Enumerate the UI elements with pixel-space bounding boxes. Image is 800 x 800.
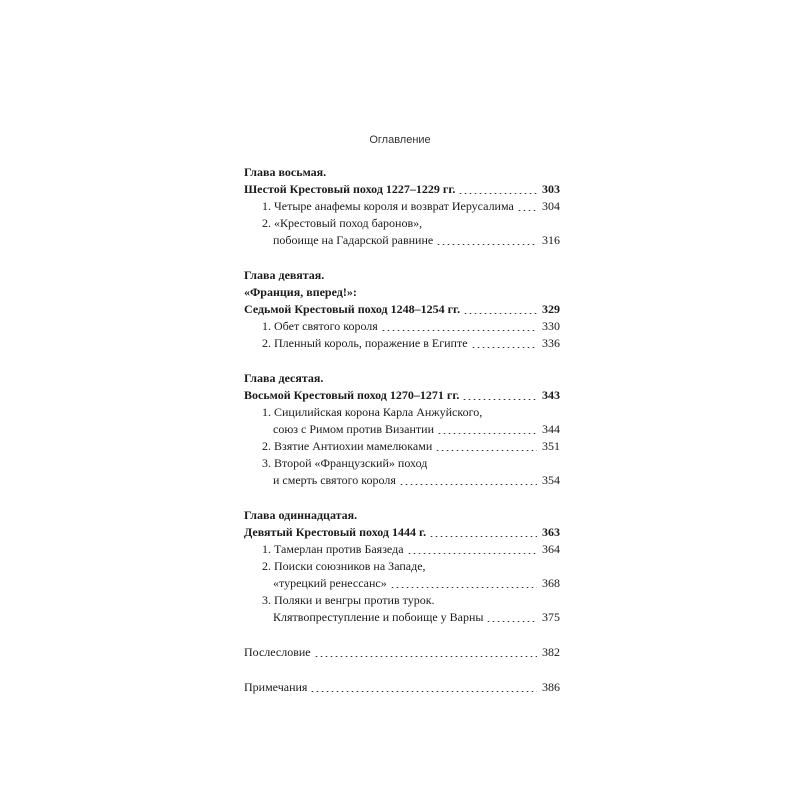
page-number: 330 — [542, 319, 560, 333]
section-text: «турецкий ренессанс» — [273, 576, 387, 590]
dot-leader — [436, 244, 537, 245]
page-number: 304 — [542, 199, 560, 213]
section-10-1-line2[interactable] — [244, 421, 560, 438]
page-number: 386 — [542, 680, 560, 694]
spacer — [244, 249, 560, 267]
dot-leader — [437, 433, 537, 434]
dot-leader — [486, 621, 537, 622]
section-text: 3. Второй «Французский» поход — [262, 456, 428, 470]
chapter-8-label — [244, 164, 560, 181]
chapter-title-text: Седьмой Крестовый поход 1248–1254 гг. — [244, 302, 461, 316]
page-number: 354 — [542, 473, 560, 487]
chapter-11-label — [244, 507, 560, 524]
section-11-3-line2[interactable] — [244, 609, 560, 626]
section-text: Клятвопреступление и побоище у Варны — [273, 610, 484, 624]
section-10-3-line2[interactable] — [244, 472, 560, 489]
notes-entry[interactable] — [244, 679, 560, 696]
chapter-9-label — [244, 267, 560, 284]
chapter-label-text: Глава восьмая. — [244, 165, 327, 179]
chapter-title-text: Шестой Крестовый поход 1227–1229 гг. — [244, 182, 456, 196]
entry-text: Примечания — [244, 680, 308, 694]
section-8-2-line2[interactable] — [244, 232, 560, 249]
chapter-label-text: Глава одиннадцатая. — [244, 508, 358, 522]
dot-leader — [435, 450, 537, 451]
section-text: 2. Поиски союзников на Западе, — [262, 559, 426, 573]
section-text: и смерть святого короля — [273, 473, 396, 487]
section-text: 1. Тамерлан против Баязеда — [262, 542, 404, 556]
section-8-2-line1[interactable] — [244, 215, 560, 232]
page-number: 351 — [542, 439, 560, 453]
page-number: 375 — [542, 610, 560, 624]
section-text: союз с Римом против Византии — [273, 422, 435, 436]
dot-leader — [314, 656, 537, 657]
section-11-2-line1[interactable] — [244, 558, 560, 575]
section-9-2[interactable] — [244, 335, 560, 352]
page-number: 344 — [542, 422, 560, 436]
dot-leader — [390, 587, 537, 588]
dot-leader — [399, 484, 537, 485]
page-number: 316 — [542, 233, 560, 247]
chapter-subtitle-text: «Франция, вперед!»: — [244, 285, 357, 299]
section-text: 1. Сицилийская корона Карла Анжуйского, — [262, 405, 483, 419]
dot-leader — [381, 330, 537, 331]
section-text: 3. Поляки и венгры против турок. — [262, 593, 435, 607]
spacer — [244, 352, 560, 370]
page-number: 343 — [542, 388, 560, 402]
page-number: 363 — [542, 525, 560, 539]
chapter-label-text: Глава десятая. — [244, 371, 324, 385]
section-9-1[interactable] — [244, 318, 560, 335]
section-8-1[interactable] — [244, 198, 560, 215]
section-10-1-line1[interactable] — [244, 404, 560, 421]
dot-leader — [458, 193, 537, 194]
spacer — [244, 626, 560, 644]
section-11-2-line2[interactable] — [244, 575, 560, 592]
chapter-title-text: Девятый Крестовый поход 1444 г. — [244, 525, 427, 539]
page-number: 368 — [542, 576, 560, 590]
dot-leader — [517, 210, 537, 211]
chapter-label-text: Глава девятая. — [244, 268, 325, 282]
page-title: Оглавление — [369, 134, 431, 146]
page-number: 329 — [542, 302, 560, 316]
section-10-3-line1[interactable] — [244, 455, 560, 472]
dot-leader — [429, 536, 537, 537]
spacer — [244, 661, 560, 679]
section-text: 1. Четыре анафемы короля и возврат Иерусалима — [262, 199, 514, 213]
dot-leader — [407, 553, 537, 554]
section-text: 2. «Крестовый поход баронов», — [262, 216, 423, 230]
section-10-2[interactable] — [244, 438, 560, 455]
chapter-title-text: Восьмой Крестовый поход 1270–1271 гг. — [244, 388, 460, 402]
dot-leader — [310, 691, 537, 692]
section-text: 2. Взятие Антиохии мамелюками — [262, 439, 433, 453]
page-number: 382 — [542, 645, 560, 659]
page-number: 303 — [542, 182, 560, 196]
chapter-9-title[interactable] — [244, 301, 560, 318]
page-number: 336 — [542, 336, 560, 350]
section-text: 1. Обет святого короля — [262, 319, 378, 333]
dot-leader — [471, 347, 537, 348]
section-11-1[interactable] — [244, 541, 560, 558]
chapter-11-title[interactable] — [244, 524, 560, 541]
section-11-3-line1[interactable] — [244, 592, 560, 609]
table-of-contents — [244, 164, 560, 696]
chapter-9-subtitle — [244, 284, 560, 301]
spacer — [244, 489, 560, 507]
section-text: побоище на Гадарской равнине — [273, 233, 434, 247]
chapter-8-title[interactable] — [244, 181, 560, 198]
entry-text: Послесловие — [244, 645, 311, 659]
chapter-10-label — [244, 370, 560, 387]
dot-leader — [462, 399, 537, 400]
dot-leader — [463, 313, 537, 314]
page-number: 364 — [542, 542, 560, 556]
afterword-entry[interactable] — [244, 644, 560, 661]
section-text: 2. Пленный король, поражение в Египте — [262, 336, 468, 350]
chapter-10-title[interactable] — [244, 387, 560, 404]
